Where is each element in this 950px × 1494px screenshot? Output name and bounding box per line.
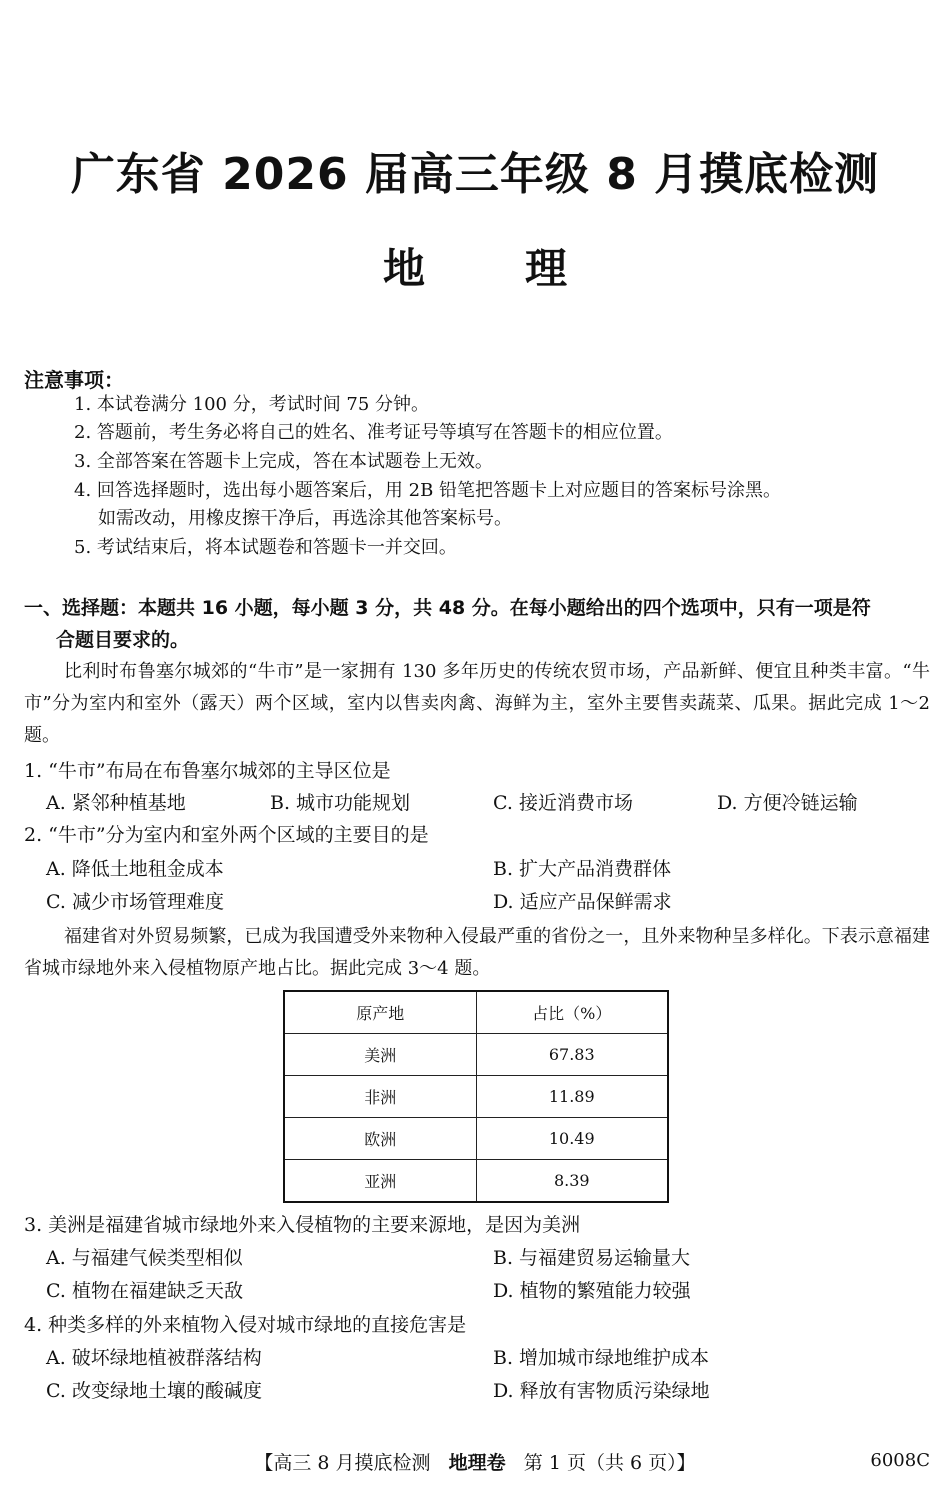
paper-code: 6008C [870, 1450, 930, 1471]
notice-item: 5. 考试结束后，将本试题卷和答题卡一并交回。 [74, 537, 457, 558]
table-header-cell: 原产地 [284, 991, 476, 1034]
question-3-option-b: B. 与福建贸易运输量大 [493, 1247, 691, 1269]
passage-2: 福建省对外贸易频繁，已成为我国遭受外来物种入侵最严重的省份之一，且外来物种呈多样化。下表示意福建省城市绿地外来入侵植物原产地占比。据此完成 3～4 题。 [24, 926, 930, 979]
subject-title [0, 236, 950, 296]
passage-1: 比利时布鲁塞尔城郊的“牛市”是一家拥有 130 多年历史的传统农贸市场，产品新鲜、便宜且种类丰富。“牛市”分为室内和室外（露天）两个区域，室内以售卖肉禽、海鲜为主，室外主要售卖蔬菜、瓜果。据此完成 1～2 题。 [24, 661, 930, 746]
notice-item: 2. 答题前，考生务必将自己的姓名、准考证号等填写在答题卡的相应位置。 [74, 422, 673, 443]
table-cell-share: 8.39 [476, 1160, 668, 1203]
table-cell-share: 10.49 [476, 1118, 668, 1160]
exam-title: 广东省 2026 届高三年级 8 月摸底检测 [70, 149, 880, 200]
table-cell-share: 11.89 [476, 1076, 668, 1118]
page-footer [0, 1448, 950, 1475]
section-line-1: 一、选择题：本题共 16 小题，每小题 3 分，共 48 分。在每小题给出的四个选项中，只有一项是符 [24, 597, 871, 619]
notice-item-continued: 如需改动，用橡皮擦干净后，再选涂其他答案标号。 [98, 508, 512, 529]
section-line-2: 合题目要求的。 [56, 629, 190, 651]
table-cell-origin: 亚洲 [284, 1160, 476, 1203]
table-cell-share: 67.83 [476, 1034, 668, 1076]
question-4-option-d: D. 释放有害物质污染绿地 [493, 1380, 710, 1402]
footer-page-number: 第 1 页（共 6 页）】 [523, 1452, 696, 1474]
footer-paper-name: 地理卷 [448, 1452, 506, 1474]
notice-item: 1. 本试卷满分 100 分，考试时间 75 分钟。 [74, 394, 430, 415]
section-heading [24, 592, 934, 656]
question-4-option-b: B. 增加城市绿地维护成本 [493, 1347, 710, 1369]
question-2-option-b: B. 扩大产品消费群体 [493, 858, 672, 880]
question-1-option-a: A. 紧邻种植基地 [46, 792, 186, 814]
table-header-row [284, 991, 668, 1034]
question-2-option-c: C. 减少市场管理难度 [46, 891, 224, 913]
question-1-stem: 1. “牛市”布局在布鲁塞尔城郊的主导区位是 [24, 760, 391, 782]
question-4-option-a: A. 破坏绿地植被群落结构 [46, 1347, 262, 1369]
table-header-cell: 占比（%） [476, 991, 668, 1034]
question-3-option-c: C. 植物在福建缺乏天敌 [46, 1280, 243, 1302]
question-2-option-a: A. 降低土地租金成本 [46, 858, 224, 880]
table-cell-origin: 美洲 [284, 1034, 476, 1076]
question-3-option-a: A. 与福建气候类型相似 [46, 1247, 243, 1269]
question-1-option-d: D. 方便冷链运输 [717, 792, 858, 814]
question-2-option-d: D. 适应产品保鲜需求 [493, 891, 672, 913]
table-cell-origin: 非洲 [284, 1076, 476, 1118]
question-3-option-d: D. 植物的繁殖能力较强 [493, 1280, 691, 1302]
question-1-option-c: C. 接近消费市场 [493, 792, 633, 814]
notice-heading: 注意事项： [24, 368, 124, 392]
origin-share-table [283, 990, 669, 1203]
table-row [284, 1118, 668, 1160]
notice-item: 4. 回答选择题时，选出每小题答案后，用 2B 铅笔把答题卡上对应题目的答案标号涂黑。 [74, 480, 782, 501]
footer-exam-name: 【高三 8 月摸底检测 [254, 1452, 431, 1474]
notice-item: 3. 全部答案在答题卡上完成，答在本试题卷上无效。 [74, 451, 493, 472]
table-row [284, 1160, 668, 1203]
question-4-stem: 4. 种类多样的外来植物入侵对城市绿地的直接危害是 [24, 1314, 467, 1336]
question-1-option-b: B. 城市功能规划 [270, 792, 411, 814]
question-4-option-c: C. 改变绿地土壤的酸碱度 [46, 1380, 262, 1402]
table-cell-origin: 欧洲 [284, 1118, 476, 1160]
question-3-stem: 3. 美洲是福建省城市绿地外来入侵植物的主要来源地，是因为美洲 [24, 1214, 581, 1236]
subject-char-1: 地 [382, 244, 425, 293]
table-row [284, 1076, 668, 1118]
question-2-stem: 2. “牛市”分为室内和室外两个区域的主要目的是 [24, 824, 429, 846]
table-row [284, 1034, 668, 1076]
subject-char-2: 理 [525, 244, 568, 293]
